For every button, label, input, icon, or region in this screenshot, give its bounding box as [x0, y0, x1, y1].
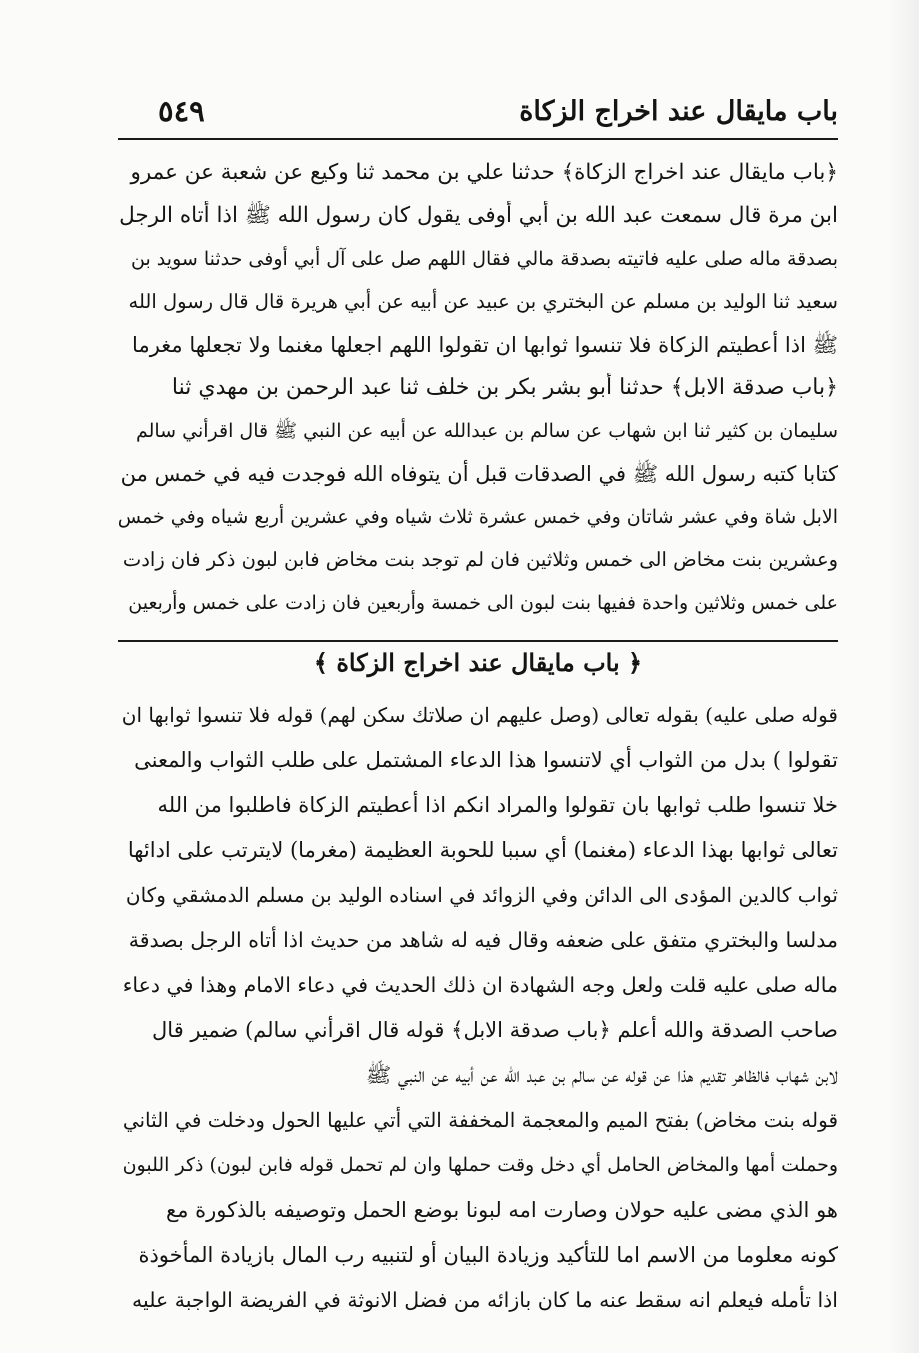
commentary-line: تعالى ثوابها بهذا الدعاء (مغنما) أي سببا للحوبة العظيمة (مغرما) لايترتب على ادائها: [127, 838, 838, 862]
hadith-line: سليمان بن كثير ثنا ابن شهاب عن سالم بن عبدالله عن أبيه عن النبي ﷺ قال اقرأني سالم: [135, 420, 838, 442]
page-edge-shadow: [889, 0, 919, 1353]
hadith-line: سعيد ثنا الوليد بن مسلم عن البختري بن عبيد عن أبيه عن أبي هريرة قال قال رسول الله: [128, 290, 838, 313]
commentary-line: كونه معلوما من الاسم اما للتأكيد وزيادة البيان أو لتنبيه رب المال بازيادة المأخوذة: [138, 1243, 838, 1267]
header-rule: [118, 138, 838, 140]
running-header-title: باب مايقال عند اخراج الزكاة: [519, 96, 838, 127]
hadith-line: بصدقة ماله صلى عليه فاتيته بصدقة مالي فقال اللهم صل على آل أبي أوفى حدثنا سويد بن: [131, 248, 838, 270]
section-divider-rule: [118, 640, 838, 642]
commentary-line: ماله صلى عليه قلت ولعل وجه الشهادة ان ذلك الحديث في دعاء الامام وهذا في دعاء: [122, 973, 838, 997]
hadith-line: ﴿باب صدقة الابل﴾ حدثنا أبو بشر بكر بن خلف ثنا عبد الرحمن بن مهدي ثنا: [171, 375, 838, 400]
hadith-line: الابل شاة وفي عشر شاتان وفي خمس عشرة ثلاث شياه وفي عشرين أربع شياه وفي خمس: [118, 506, 838, 528]
hadith-line: كتابا كتبه رسول الله ﷺ في الصدقات قبل أن يتوفاه الله فوجدت فيه في خمس من: [120, 462, 838, 486]
commentary-line: اذا تأمله فيعلم انه سقط عنه ما كان بازائه من فضل الانوثة في الفريضة الواجبة عليه: [132, 1288, 838, 1312]
commentary-line: تقولوا ) بدل من الثواب أي لاتنسوا هذا الدعاء المشتمل على طلب الثواب والمعنى: [134, 748, 838, 772]
commentary-line: قوله صلى عليه) بقوله تعالى (وصل عليهم ان صلاتك سكن لهم) قوله فلا تنسوا ثوابها ان: [121, 703, 838, 727]
commentary-line: مدلسا والبختري متفق على ضعفه وقال فيه له شاهد من حديث اذا أتاه الرجل بصدقة: [128, 928, 838, 952]
hadith-line: وعشرين بنت مخاض الى خمس وثلاثين فان لم توجد بنت مخاض فابن لبون ذكر فان زادت: [122, 548, 838, 571]
running-header: [118, 92, 838, 136]
commentary-line: ثواب كالدين المؤدى الى الدائن وفي الزوائد في اسناده الوليد بن مسلم الدمشقي وكان: [125, 883, 838, 907]
hadith-line: ﷺ اذا أعطيتم الزكاة فلا تنسوا ثوابها ان تقولوا اللهم اجعلها مغنما ولا تجعلها مغرما: [132, 333, 838, 357]
commentary-line: هو الذي مضى عليه حولان وصارت امه لبونا بوضع الحمل وتوصيفه بالذكورة مع: [166, 1198, 838, 1222]
commentary-line: صاحب الصدقة والله أعلم ﴿باب صدقة الابل﴾ قوله قال اقرأني سالم) ضمير قال: [152, 1018, 838, 1042]
commentary-line: وحملت أمها والمخاض الحامل أي دخل وقت حملها وان لم تحمل قوله فابن لبون) ذكر اللبون: [122, 1154, 838, 1176]
hadith-line: ﴿باب مايقال عند اخراج الزكاة﴾ حدثنا علي بن محمد ثنا وكيع عن شعبة عن عمرو: [130, 160, 838, 185]
page-number: ٥٤٩: [158, 94, 205, 128]
commentary-line: لابن شهاب فالظاهر تقديم هذا عن قوله عن سالم بن عبد الله عن أبيه عن النبي ﷺ: [365, 1063, 838, 1087]
commentary-line: قوله بنت مخاض) بفتح الميم والمعجمة المخففة التي أتي عليها الحول ودخلت في الثاني: [122, 1108, 838, 1132]
commentary-line: خلا تنسوا طلب ثوابها بان تقولوا والمراد انكم اذا أعطيتم الزكاة فاطلبوا من الله: [157, 793, 838, 817]
hadith-line: ابن مرة قال سمعت عبد الله بن أبي أوفى يقول كان رسول الله ﷺ اذا أتاه الرجل: [119, 203, 838, 228]
commentary-heading: ﴿ باب مايقال عند اخراج الزكاة ﴾: [313, 648, 643, 677]
hadith-line: على خمس وثلاثين واحدة ففيها بنت لبون الى خمسة وأربعين فان زادت على خمس وأربعين: [128, 592, 838, 614]
